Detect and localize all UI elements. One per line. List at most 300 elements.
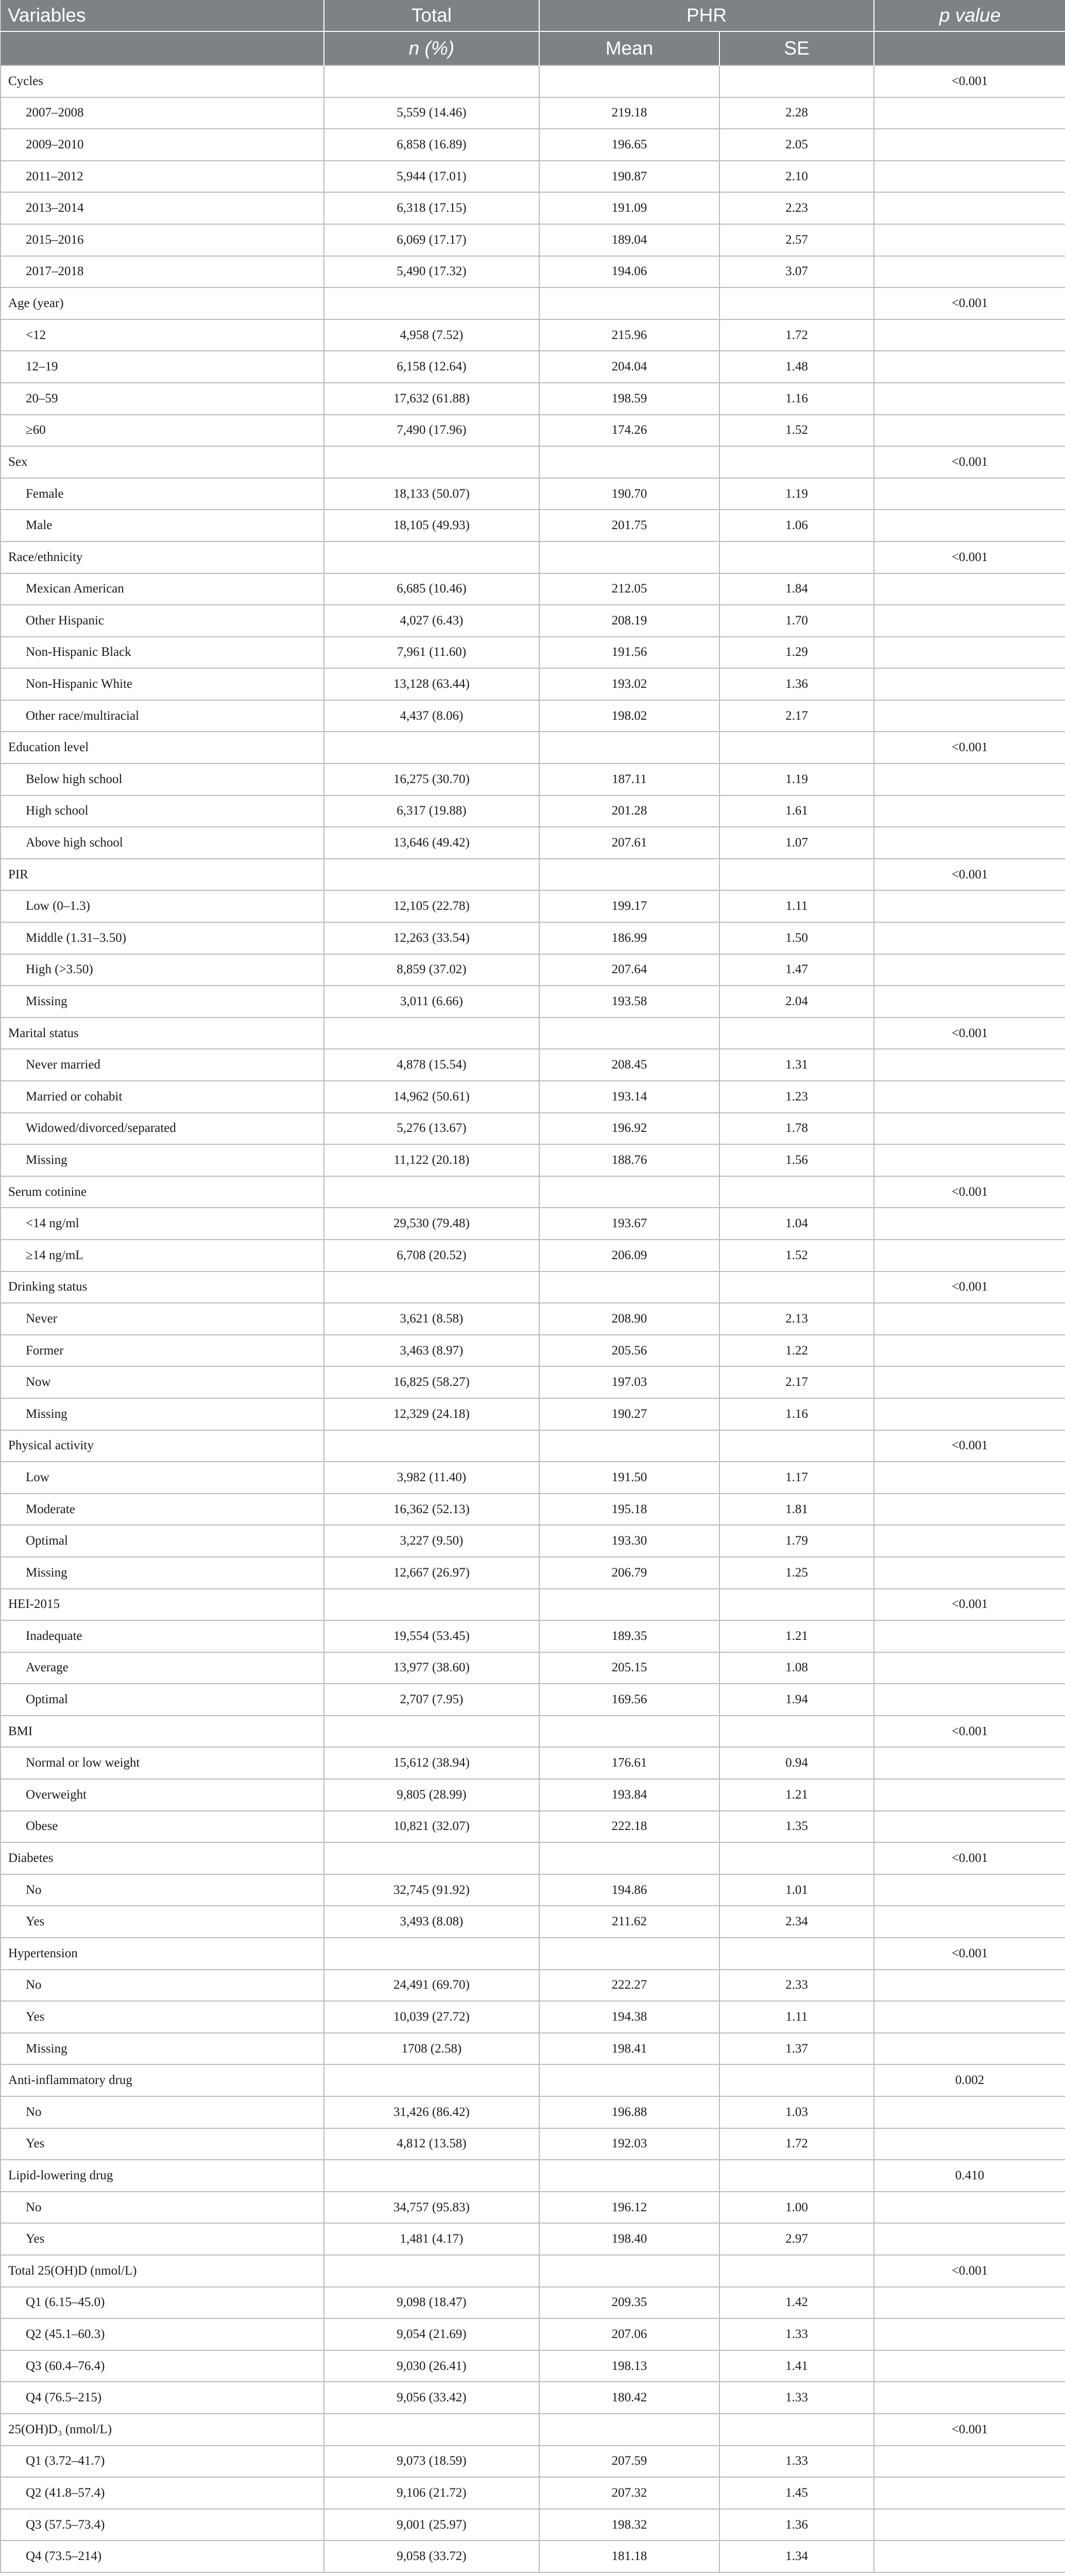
cell-mean <box>539 1176 719 1208</box>
row-label: Age (year) <box>1 287 324 319</box>
row-label: PIR <box>1 859 324 891</box>
cell-n-pct: 9,056 (33.42) <box>324 2382 539 2414</box>
cell-se: 2.13 <box>719 1303 874 1335</box>
cell-n-pct: 19,554 (53.45) <box>324 1620 539 1652</box>
cell-n-pct: 9,058 (33.72) <box>324 2540 539 2572</box>
table-row <box>1 986 1065 1018</box>
cell-pvalue <box>874 1494 1065 1526</box>
cell-mean: 198.32 <box>539 2509 719 2541</box>
cell-n-pct: 29,530 (79.48) <box>324 1208 539 1240</box>
row-label: Yes <box>1 2001 324 2033</box>
cell-pvalue <box>874 986 1065 1018</box>
cell-pvalue <box>874 605 1065 637</box>
header-blank <box>1 31 324 65</box>
table-row <box>1 2540 1065 2572</box>
row-label: Lipid-lowering drug <box>1 2160 324 2192</box>
table-row <box>1 351 1065 383</box>
cell-n-pct <box>324 287 539 319</box>
row-label: Average <box>1 1652 324 1684</box>
category-row <box>1 859 1065 891</box>
cell-mean: 193.14 <box>539 1081 719 1113</box>
cell-pvalue <box>874 1874 1065 1906</box>
cell-n-pct: 4,878 (15.54) <box>324 1049 539 1081</box>
row-label: 2011–2012 <box>1 161 324 193</box>
row-label: No <box>1 1874 324 1906</box>
cell-pvalue: <0.001 <box>874 1589 1065 1621</box>
table-row <box>1 510 1065 541</box>
category-row <box>1 2414 1065 2446</box>
cell-pvalue <box>874 2540 1065 2572</box>
cell-se <box>719 2255 874 2287</box>
cell-n-pct: 1,481 (4.17) <box>324 2223 539 2255</box>
cell-n-pct <box>324 1842 539 1874</box>
row-label: Total 25(OH)D (nmol/L) <box>1 2255 324 2287</box>
cell-n-pct: 31,426 (86.42) <box>324 2096 539 2128</box>
category-row <box>1 1589 1065 1621</box>
row-label: Yes <box>1 2128 324 2160</box>
cell-mean: 206.79 <box>539 1557 719 1589</box>
header-total: Total <box>324 0 539 31</box>
cell-n-pct: 6,317 (19.88) <box>324 795 539 827</box>
cell-mean: 180.42 <box>539 2382 719 2414</box>
row-label: 2015–2016 <box>1 224 324 256</box>
cell-mean <box>539 1589 719 1621</box>
header-blank-2 <box>874 31 1065 65</box>
cell-n-pct: 6,318 (17.15) <box>324 192 539 224</box>
row-label: 25(OH)D₃ (nmol/L) <box>1 2414 324 2446</box>
table-row <box>1 192 1065 224</box>
cell-se <box>719 1176 874 1208</box>
cell-pvalue <box>874 224 1065 256</box>
cell-mean: 176.61 <box>539 1747 719 1779</box>
cell-se: 1.33 <box>719 2382 874 2414</box>
row-label: Married or cohabit <box>1 1081 324 1113</box>
cell-se: 1.78 <box>719 1113 874 1145</box>
cell-pvalue <box>874 1240 1065 1272</box>
cell-n-pct: 4,027 (6.43) <box>324 605 539 637</box>
cell-n-pct <box>324 1716 539 1748</box>
cell-pvalue <box>874 1113 1065 1145</box>
cell-mean: 194.06 <box>539 256 719 288</box>
row-label: Now <box>1 1366 324 1398</box>
cell-mean <box>539 1716 719 1748</box>
cell-n-pct: 12,263 (33.54) <box>324 922 539 954</box>
row-label: Middle (1.31–3.50) <box>1 922 324 954</box>
cell-pvalue <box>874 2446 1065 2478</box>
row-label: Race/ethnicity <box>1 541 324 573</box>
cell-mean: 196.65 <box>539 129 719 161</box>
category-row <box>1 1176 1065 1208</box>
cell-pvalue <box>874 2223 1065 2255</box>
table-row <box>1 1462 1065 1494</box>
cell-mean: 208.45 <box>539 1049 719 1081</box>
cell-se: 1.23 <box>719 1081 874 1113</box>
cell-se <box>719 1716 874 1748</box>
cell-n-pct: 12,105 (22.78) <box>324 890 539 922</box>
cell-pvalue <box>874 97 1065 129</box>
cell-mean: 193.30 <box>539 1525 719 1557</box>
cell-n-pct <box>324 2160 539 2192</box>
cell-se: 1.11 <box>719 2001 874 2033</box>
cell-mean: 207.64 <box>539 954 719 986</box>
row-label: Sex <box>1 446 324 478</box>
cell-pvalue <box>874 1906 1065 1938</box>
cell-n-pct: 6,685 (10.46) <box>324 573 539 605</box>
cell-n-pct: 13,128 (63.44) <box>324 668 539 700</box>
cell-se: 2.17 <box>719 700 874 732</box>
cell-pvalue <box>874 2033 1065 2065</box>
cell-se <box>719 1589 874 1621</box>
table-row <box>1 2128 1065 2160</box>
cell-pvalue <box>874 573 1065 605</box>
cell-se: 1.19 <box>719 478 874 510</box>
row-label: Overweight <box>1 1779 324 1811</box>
row-label: Above high school <box>1 827 324 859</box>
cell-n-pct: 6,858 (16.89) <box>324 129 539 161</box>
row-label: Q4 (73.5–214) <box>1 2540 324 2572</box>
cell-mean: 195.18 <box>539 1494 719 1526</box>
row-label: 2007–2008 <box>1 97 324 129</box>
category-row <box>1 1430 1065 1462</box>
row-label: Q3 (57.5–73.4) <box>1 2509 324 2541</box>
table-row <box>1 1684 1065 1716</box>
cell-n-pct: 3,621 (8.58) <box>324 1303 539 1335</box>
cell-mean: 196.12 <box>539 2192 719 2224</box>
cell-mean: 207.61 <box>539 827 719 859</box>
row-label: No <box>1 1970 324 2002</box>
cell-se: 1.37 <box>719 2033 874 2065</box>
cell-mean: 174.26 <box>539 415 719 447</box>
table-row <box>1 1747 1065 1779</box>
cell-se: 1.35 <box>719 1811 874 1843</box>
cell-n-pct: 1708 (2.58) <box>324 2033 539 2065</box>
row-label: <14 ng/ml <box>1 1208 324 1240</box>
table-row <box>1 1049 1065 1081</box>
cell-se: 1.00 <box>719 2192 874 2224</box>
cell-mean: 222.18 <box>539 1811 719 1843</box>
cell-pvalue <box>874 256 1065 288</box>
row-label: Missing <box>1 1398 324 1430</box>
table-row <box>1 1906 1065 1938</box>
cell-se: 1.48 <box>719 351 874 383</box>
row-label: Never married <box>1 1049 324 1081</box>
cell-se: 1.16 <box>719 1398 874 1430</box>
cell-se: 1.36 <box>719 2509 874 2541</box>
cell-se <box>719 1018 874 1049</box>
cell-n-pct: 6,708 (20.52) <box>324 1240 539 1272</box>
cell-pvalue <box>874 922 1065 954</box>
row-label: Missing <box>1 986 324 1018</box>
table-row <box>1 764 1065 795</box>
cell-pvalue: <0.001 <box>874 732 1065 764</box>
cell-pvalue <box>874 192 1065 224</box>
cell-mean: 193.67 <box>539 1208 719 1240</box>
table-row <box>1 2001 1065 2033</box>
cell-n-pct: 4,437 (8.06) <box>324 700 539 732</box>
cell-se: 1.16 <box>719 383 874 415</box>
cell-pvalue: <0.001 <box>874 287 1065 319</box>
table-row <box>1 2287 1065 2319</box>
category-row <box>1 2255 1065 2287</box>
row-label: Inadequate <box>1 1620 324 1652</box>
category-row <box>1 1938 1065 1970</box>
cell-n-pct: 34,757 (95.83) <box>324 2192 539 2224</box>
cell-mean: 190.87 <box>539 161 719 193</box>
table-row <box>1 415 1065 447</box>
row-label: ≥14 ng/mL <box>1 1240 324 1272</box>
cell-pvalue: <0.001 <box>874 446 1065 478</box>
cell-se: 1.17 <box>719 1462 874 1494</box>
cell-n-pct: 24,491 (69.70) <box>324 1970 539 2002</box>
table-row <box>1 2477 1065 2509</box>
cell-pvalue <box>874 2128 1065 2160</box>
cell-n-pct: 7,490 (17.96) <box>324 415 539 447</box>
table-row <box>1 2382 1065 2414</box>
cell-se: 2.05 <box>719 129 874 161</box>
cell-pvalue <box>874 383 1065 415</box>
cell-mean: 206.09 <box>539 1240 719 1272</box>
cell-mean: 192.03 <box>539 2128 719 2160</box>
cell-se: 1.21 <box>719 1620 874 1652</box>
category-row <box>1 1716 1065 1748</box>
cell-mean: 198.13 <box>539 2350 719 2382</box>
table-row <box>1 1398 1065 1430</box>
cell-mean: 219.18 <box>539 97 719 129</box>
row-label: Normal or low weight <box>1 1747 324 1779</box>
cell-mean <box>539 2414 719 2446</box>
cell-mean: 191.09 <box>539 192 719 224</box>
cell-mean: 193.58 <box>539 986 719 1018</box>
cell-pvalue <box>874 478 1065 510</box>
cell-n-pct: 9,106 (21.72) <box>324 2477 539 2509</box>
row-label: Moderate <box>1 1494 324 1526</box>
table-row <box>1 1874 1065 1906</box>
cell-n-pct: 5,490 (17.32) <box>324 256 539 288</box>
table-row <box>1 1208 1065 1240</box>
cell-n-pct <box>324 1938 539 1970</box>
cell-n-pct: 16,275 (30.70) <box>324 764 539 795</box>
table-row <box>1 922 1065 954</box>
cell-pvalue: <0.001 <box>874 1716 1065 1748</box>
cell-mean: 198.02 <box>539 700 719 732</box>
table-row <box>1 2096 1065 2128</box>
cell-se: 2.10 <box>719 161 874 193</box>
table-row <box>1 1494 1065 1526</box>
cell-pvalue <box>874 1049 1065 1081</box>
cell-n-pct <box>324 2064 539 2096</box>
row-label: HEI-2015 <box>1 1589 324 1621</box>
table-row <box>1 2318 1065 2350</box>
row-label: Optimal <box>1 1684 324 1716</box>
cell-n-pct: 4,958 (7.52) <box>324 319 539 351</box>
table-row <box>1 2350 1065 2382</box>
cell-se: 1.07 <box>719 827 874 859</box>
cell-pvalue <box>874 1525 1065 1557</box>
table-row <box>1 1113 1065 1145</box>
row-label: BMI <box>1 1716 324 1748</box>
header-n-pct: n (%) <box>324 31 539 65</box>
cell-pvalue <box>874 827 1065 859</box>
cell-mean: 207.06 <box>539 2318 719 2350</box>
cell-se: 2.34 <box>719 1906 874 1938</box>
cell-mean <box>539 1842 719 1874</box>
row-label: High (>3.50) <box>1 954 324 986</box>
table-row <box>1 1811 1065 1843</box>
row-label: Q2 (41.8–57.4) <box>1 2477 324 2509</box>
row-label: 2017–2018 <box>1 256 324 288</box>
cell-pvalue <box>874 2096 1065 2128</box>
row-label: Low <box>1 1462 324 1494</box>
cell-pvalue <box>874 1652 1065 1684</box>
row-label: No <box>1 2192 324 2224</box>
cell-mean: 205.15 <box>539 1652 719 1684</box>
cell-mean <box>539 2064 719 2096</box>
cell-mean: 198.41 <box>539 2033 719 2065</box>
cell-se: 1.79 <box>719 1525 874 1557</box>
cell-se: 1.31 <box>719 1049 874 1081</box>
cell-mean: 211.62 <box>539 1906 719 1938</box>
cell-pvalue: <0.001 <box>874 1938 1065 1970</box>
cell-mean: 222.27 <box>539 1970 719 2002</box>
row-label: Cycles <box>1 65 324 97</box>
cell-se <box>719 732 874 764</box>
header-variables: Variables <box>1 0 324 31</box>
cell-se: 1.42 <box>719 2287 874 2319</box>
cell-se: 1.84 <box>719 573 874 605</box>
table-row <box>1 2192 1065 2224</box>
row-label: Other race/multiracial <box>1 700 324 732</box>
table-row <box>1 700 1065 732</box>
table-row <box>1 1081 1065 1113</box>
row-label: 2009–2010 <box>1 129 324 161</box>
table-row <box>1 954 1065 986</box>
cell-se: 1.22 <box>719 1335 874 1367</box>
header-phr: PHR <box>539 0 874 31</box>
cell-mean <box>539 541 719 573</box>
cell-pvalue <box>874 668 1065 700</box>
cell-mean: 205.56 <box>539 1335 719 1367</box>
row-label: Q1 (6.15–45.0) <box>1 2287 324 2319</box>
table-row <box>1 605 1065 637</box>
cell-pvalue <box>874 2477 1065 2509</box>
row-label: High school <box>1 795 324 827</box>
cell-se: 1.94 <box>719 1684 874 1716</box>
cell-mean: 209.35 <box>539 2287 719 2319</box>
cell-n-pct: 17,632 (61.88) <box>324 383 539 415</box>
cell-n-pct: 3,463 (8.97) <box>324 1335 539 1367</box>
cell-mean: 197.03 <box>539 1366 719 1398</box>
cell-n-pct: 5,944 (17.01) <box>324 161 539 193</box>
row-label: Former <box>1 1335 324 1367</box>
cell-n-pct <box>324 446 539 478</box>
cell-se: 1.52 <box>719 415 874 447</box>
cell-n-pct: 10,039 (27.72) <box>324 2001 539 2033</box>
cell-n-pct: 32,745 (91.92) <box>324 1874 539 1906</box>
category-row <box>1 1842 1065 1874</box>
row-label: Drinking status <box>1 1272 324 1303</box>
row-label: ≥60 <box>1 415 324 447</box>
row-label: Mexican American <box>1 573 324 605</box>
cell-pvalue <box>874 764 1065 795</box>
cell-pvalue <box>874 351 1065 383</box>
table-row <box>1 795 1065 827</box>
cell-pvalue: 0.002 <box>874 2064 1065 2096</box>
row-label: Other Hispanic <box>1 605 324 637</box>
cell-se: 1.50 <box>719 922 874 954</box>
cell-pvalue: <0.001 <box>874 541 1065 573</box>
cell-mean <box>539 732 719 764</box>
cell-mean <box>539 65 719 97</box>
row-label: Low (0–1.3) <box>1 890 324 922</box>
table-row <box>1 383 1065 415</box>
cell-n-pct: 18,105 (49.93) <box>324 510 539 541</box>
cell-mean: 191.50 <box>539 1462 719 1494</box>
cell-pvalue <box>874 1811 1065 1843</box>
cell-pvalue: <0.001 <box>874 1430 1065 1462</box>
cell-se <box>719 1430 874 1462</box>
cell-pvalue: <0.001 <box>874 65 1065 97</box>
cell-mean: 198.59 <box>539 383 719 415</box>
row-label: Anti-inflammatory drug <box>1 2064 324 2096</box>
cell-pvalue: <0.001 <box>874 1272 1065 1303</box>
table-row <box>1 224 1065 256</box>
footnote <box>0 2573 1065 2576</box>
row-label: <12 <box>1 319 324 351</box>
row-label: Serum cotinine <box>1 1176 324 1208</box>
cell-mean <box>539 446 719 478</box>
cell-n-pct <box>324 1176 539 1208</box>
cell-se: 1.01 <box>719 1874 874 1906</box>
cell-se: 1.45 <box>719 2477 874 2509</box>
cell-se: 1.41 <box>719 2350 874 2382</box>
cell-se <box>719 1842 874 1874</box>
cell-se: 1.52 <box>719 1240 874 1272</box>
cell-n-pct: 9,098 (18.47) <box>324 2287 539 2319</box>
cell-mean: 189.04 <box>539 224 719 256</box>
row-label: Non-Hispanic White <box>1 668 324 700</box>
cell-se <box>719 859 874 891</box>
cell-mean: 204.04 <box>539 351 719 383</box>
row-label: No <box>1 2096 324 2128</box>
table-row <box>1 478 1065 510</box>
cell-pvalue <box>874 1620 1065 1652</box>
cell-n-pct <box>324 1018 539 1049</box>
cell-n-pct: 9,073 (18.59) <box>324 2446 539 2478</box>
cell-pvalue <box>874 2318 1065 2350</box>
cell-se: 1.47 <box>719 954 874 986</box>
cell-se <box>719 65 874 97</box>
cell-se <box>719 287 874 319</box>
cell-mean: 190.27 <box>539 1398 719 1430</box>
cell-n-pct: 14,962 (50.61) <box>324 1081 539 1113</box>
category-row <box>1 541 1065 573</box>
table-row <box>1 2509 1065 2541</box>
cell-pvalue <box>874 1081 1065 1113</box>
cell-se: 3.07 <box>719 256 874 288</box>
row-label: Below high school <box>1 764 324 795</box>
cell-se: 2.57 <box>719 224 874 256</box>
cell-n-pct: 10,821 (32.07) <box>324 1811 539 1843</box>
cell-n-pct: 2,707 (7.95) <box>324 1684 539 1716</box>
cell-pvalue <box>874 795 1065 827</box>
cell-mean: 208.19 <box>539 605 719 637</box>
cell-se: 2.97 <box>719 2223 874 2255</box>
cell-n-pct: 18,133 (50.07) <box>324 478 539 510</box>
table-row <box>1 161 1065 193</box>
cell-pvalue: <0.001 <box>874 859 1065 891</box>
cell-se <box>719 2414 874 2446</box>
cell-se: 1.36 <box>719 668 874 700</box>
